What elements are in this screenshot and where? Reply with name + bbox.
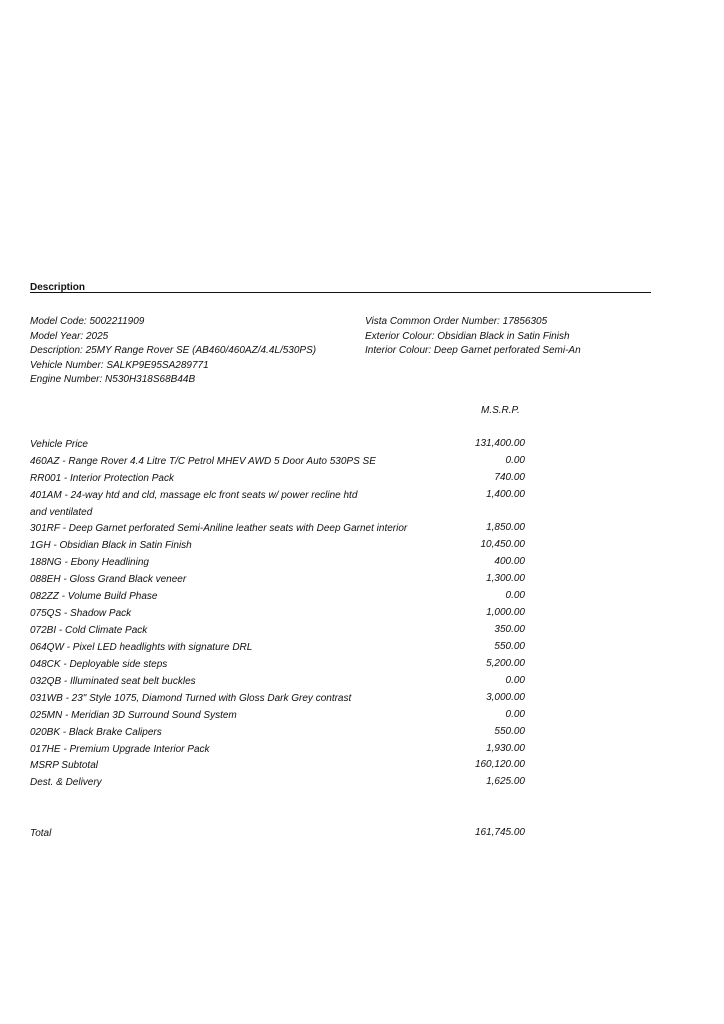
line-item-amount: 0.00 — [505, 675, 525, 686]
line-item-amount: 350.00 — [494, 624, 525, 635]
line-item-amount: 1,850.00 — [486, 522, 525, 533]
line-item-amount: 1,000.00 — [486, 607, 525, 618]
line-item-amount: 550.00 — [494, 641, 525, 652]
line-item-amount: 5,200.00 — [486, 658, 525, 669]
line-item-amount: 131,400.00 — [474, 438, 525, 449]
line-item-description: 460AZ - Range Rover 4.4 Litre T/C Petrol MHEV AWD 5 Door Auto 530PS SE — [30, 456, 376, 467]
line-item-description: 031WB - 23" Style 1075, Diamond Turned with Gloss Dark Grey contrast — [30, 693, 352, 704]
engine-number: Engine Number: N530H318S68B44B — [30, 374, 196, 386]
line-item-description: Vehicle Price — [30, 439, 88, 450]
line-item-description: 020BK - Black Brake Calipers — [30, 727, 162, 738]
line-item-description: 1GH - Obsidian Black in Satin Finish — [30, 540, 192, 551]
line-item-amount: 0.00 — [505, 590, 525, 601]
line-item-description: RR001 - Interior Protection Pack — [30, 473, 174, 484]
vehicle-info-left — [30, 315, 316, 388]
delivery-amount: 1,625.00 — [486, 776, 525, 787]
line-item-amount: 1,930.00 — [486, 743, 525, 754]
vehicle-number: Vehicle Number: SALKP9E95SA289771 — [30, 359, 209, 371]
delivery-label: Dest. & Delivery — [30, 777, 102, 788]
line-item-amount: 0.00 — [505, 709, 525, 720]
line-item-description: 401AM - 24-way htd and cld, massage elc front seats w/ power recline htd and ventilated — [30, 490, 358, 518]
model-year: Model Year: 2025 — [30, 330, 109, 342]
line-item-amount: 0.00 — [505, 455, 525, 466]
line-item-description: 025MN - Meridian 3D Surround Sound System — [30, 710, 237, 721]
heading-rule — [30, 292, 651, 293]
vehicle-info-right — [365, 315, 581, 359]
line-item-amount: 1,300.00 — [486, 573, 525, 584]
subtotal-label: MSRP Subtotal — [30, 760, 98, 771]
line-item-description: 075QS - Shadow Pack — [30, 608, 132, 619]
exterior-colour: Exterior Colour: Obsidian Black in Satin Finish — [365, 330, 570, 342]
line-item-description: 301RF - Deep Garnet perforated Semi-Aniline leather seats with Deep Garnet interior — [30, 523, 408, 534]
line-item-description: 017HE - Premium Upgrade Interior Pack — [30, 744, 210, 755]
subtotal-amount: 160,120.00 — [474, 759, 525, 770]
line-item-description: 088EH - Gloss Grand Black veneer — [30, 574, 187, 585]
order-number: Vista Common Order Number: 17856305 — [365, 316, 548, 327]
line-item-amount: 1,400.00 — [486, 489, 525, 500]
line-item-amount: 3,000.00 — [486, 692, 525, 703]
section-heading: Description — [30, 282, 86, 293]
total-label: Total — [30, 828, 52, 839]
vehicle-description: Description: 25MY Range Rover SE (AB460/460AZ/4.4L/530PS) — [30, 345, 317, 357]
line-item-amount: 740.00 — [494, 472, 525, 483]
line-item-description: 032QB - Illuminated seat belt buckles — [30, 676, 196, 687]
line-item-description: 188NG - Ebony Headlining — [30, 557, 149, 568]
interior-colour: Interior Colour: Deep Garnet perforated Semi-An — [365, 345, 581, 357]
line-item-description: 064QW - Pixel LED headlights with signature DRL — [30, 642, 253, 653]
line-item-description: 048CK - Deployable side steps — [30, 659, 168, 670]
msrp-column-header: M.S.R.P. — [481, 405, 520, 416]
line-item-amount: 550.00 — [494, 726, 525, 737]
total-amount: 161,745.00 — [474, 827, 525, 838]
line-item-description: 072BI - Cold Climate Pack — [30, 625, 148, 636]
line-item-description: 082ZZ - Volume Build Phase — [30, 591, 158, 602]
line-item-amount: 10,450.00 — [480, 539, 525, 550]
model-code: Model Code: 5002211909 — [30, 316, 145, 327]
line-item-amount: 400.00 — [494, 556, 525, 567]
